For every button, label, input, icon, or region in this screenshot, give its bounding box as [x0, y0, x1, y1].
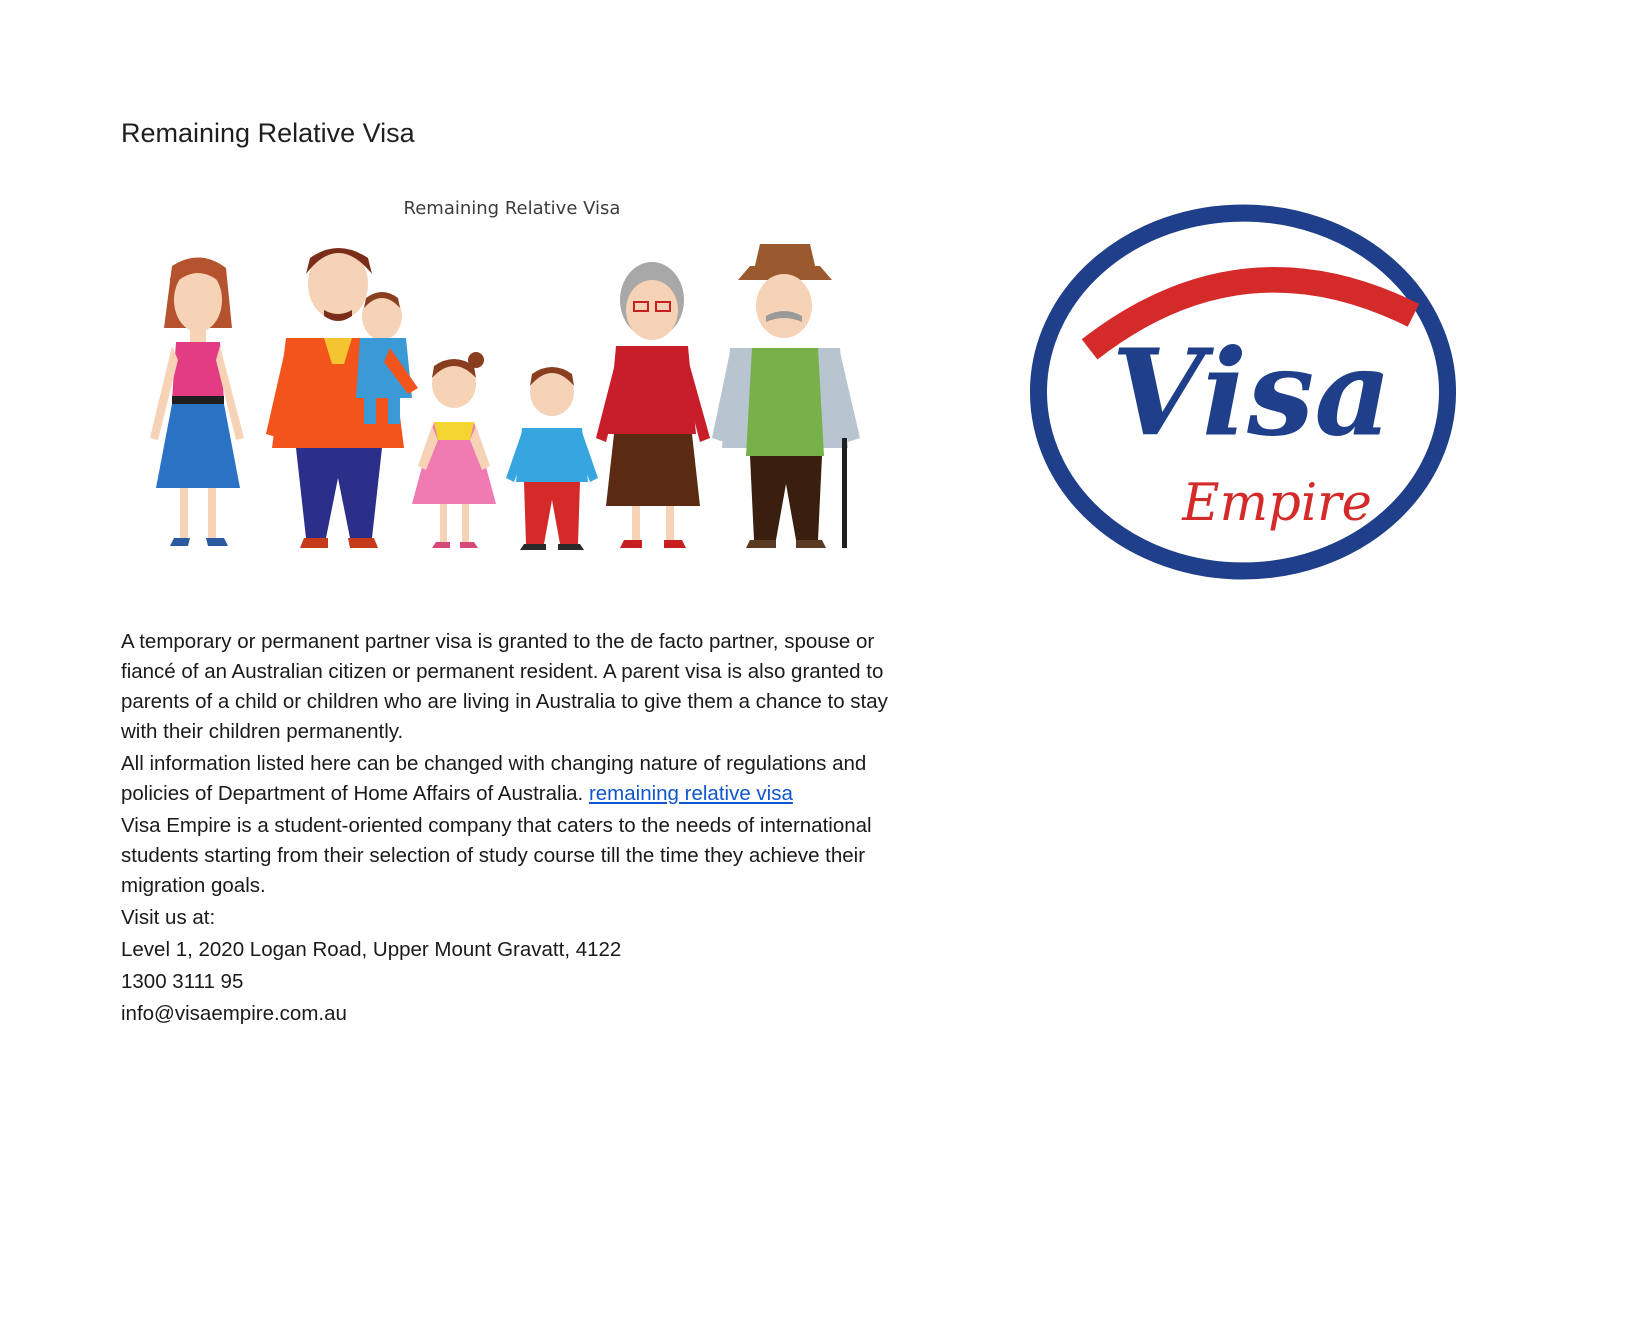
email-address: info@visaempire.com.au	[121, 1002, 347, 1025]
visit-us-label: Visit us at:	[121, 906, 216, 929]
phone-number: 1300 3111 95	[121, 970, 244, 993]
logo-subtext: Empire	[1182, 473, 1372, 533]
family-illustration	[120, 188, 904, 580]
page-title: Remaining Relative Visa	[121, 118, 415, 148]
hero-caption: Remaining Relative Visa	[403, 198, 621, 219]
boy-figure	[506, 367, 598, 550]
woman-figure	[150, 257, 244, 546]
regulations-text: All information listed here can be changed with changing nature of regulations and policies of Department of Home Affairs of Australia.	[121, 752, 867, 805]
visa-empire-logo-icon	[851, 196, 1635, 588]
logo-text: Visa	[1111, 323, 1392, 464]
paragraph-regulations	[121, 749, 911, 809]
grandmother-figure	[596, 262, 710, 548]
remaining-relative-visa-link[interactable]: remaining relative visa	[588, 782, 793, 805]
address: Level 1, 2020 Logan Road, Upper Mount Gravatt, 4122	[121, 938, 622, 961]
body-text	[121, 627, 911, 1029]
father-figure	[266, 248, 418, 548]
girl-figure	[412, 352, 496, 548]
paragraph-partner-visa: A temporary or permanent partner visa is granted to the de facto partner, spouse or fiancé of an Australian citizen or permanent resident. A parent visa is also granted to parents of a child or children who are living in Australia to give them a chance to stay with their children permanently.	[121, 630, 888, 743]
paragraph-company: Visa Empire is a student-oriented company that caters to the needs of international students starting from their selection of study course till the time they achieve their migration goals.	[121, 814, 872, 897]
grandfather-figure	[712, 244, 860, 548]
hero-illustration	[120, 188, 1392, 580]
